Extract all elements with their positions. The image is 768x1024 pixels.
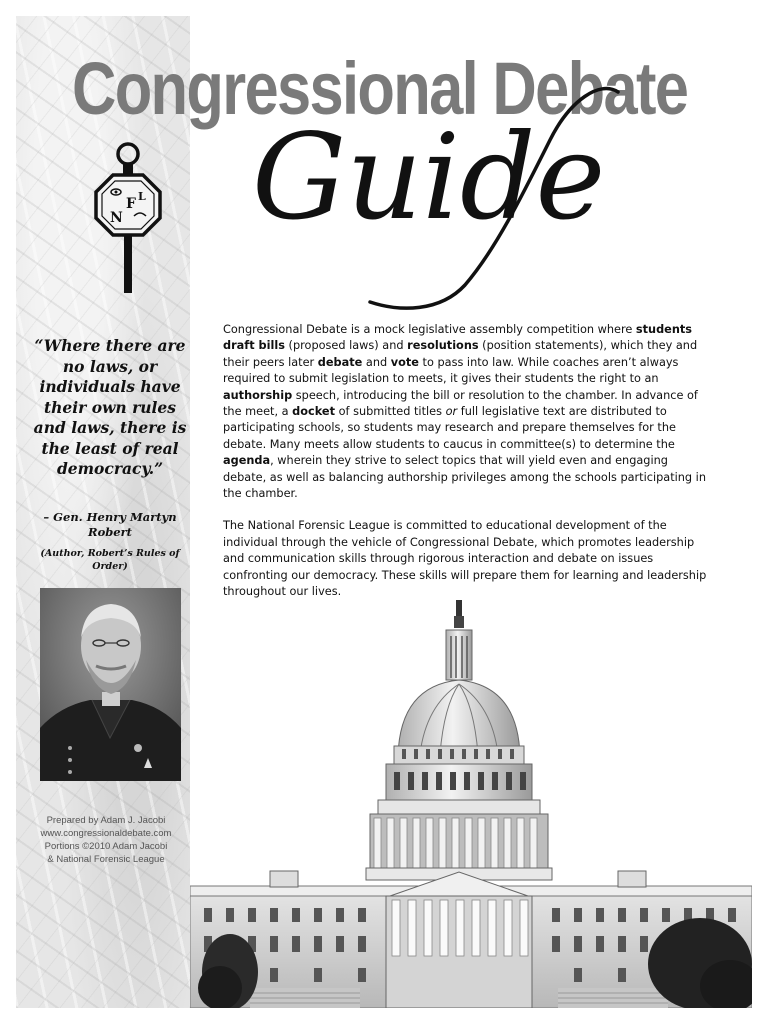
intro-paragraph-2: The National Forensic League is committed to educational development of the individual through the vehicle of Congressional Debate, which promotes leadership and communication skills through rigorous interaction and debate on issues confronting our democracy. These skills will prepare them for learning and leadership throughout our lives. (223, 519, 707, 599)
nfl-key-pin-icon (88, 140, 168, 295)
quote-attribution-note: (Author, Robert’s Rules of Order) (40, 548, 180, 572)
intro-paragraph-1: Congressional Debate is a mock legislative assembly competition where students draft bills (proposed laws) and resolutions (position statements), which they and their peers later debate and vote to pass into law. While coaches aren’t always required to submit legislation to meets, it gives their students the right to an authorship speech, introducing the bill or resolution to the chamber. In advance of the meet, a docket of submitted titles or full legislative text are distributed to participating schools, so students may research and prepare themselves for the debate. Many meets allow students to caucus in committee(s) to determine the agenda, wherein they strive to select topics that will yield even and engaging debate, as well as balancing authorship privileges among the schools participating in the chamber. (223, 323, 706, 501)
quote-attribution: – Gen. Henry Martyn Robert (43, 510, 177, 539)
svg-text:N: N (110, 210, 123, 226)
intro-text (223, 322, 711, 617)
credits (24, 814, 188, 866)
robert-quote: “Where there are no laws, or individuals have their own rules and laws, there is the least of real democracy.” (33, 336, 187, 478)
portrait-photo (40, 588, 181, 781)
credit-line: www.congressionaldebate.com (40, 828, 172, 839)
credit-line: Portions ©2010 Adam Jacobi (44, 841, 168, 852)
capitol-building-image (190, 596, 752, 1008)
guide-script-title: Guide (252, 108, 606, 246)
credit-line: Prepared by Adam J. Jacobi (46, 815, 166, 826)
credit-line: & National Forensic League (47, 854, 165, 865)
page-title: Congressional Debate (72, 47, 688, 130)
svg-text:L: L (138, 190, 146, 203)
svg-text:F: F (126, 196, 136, 212)
